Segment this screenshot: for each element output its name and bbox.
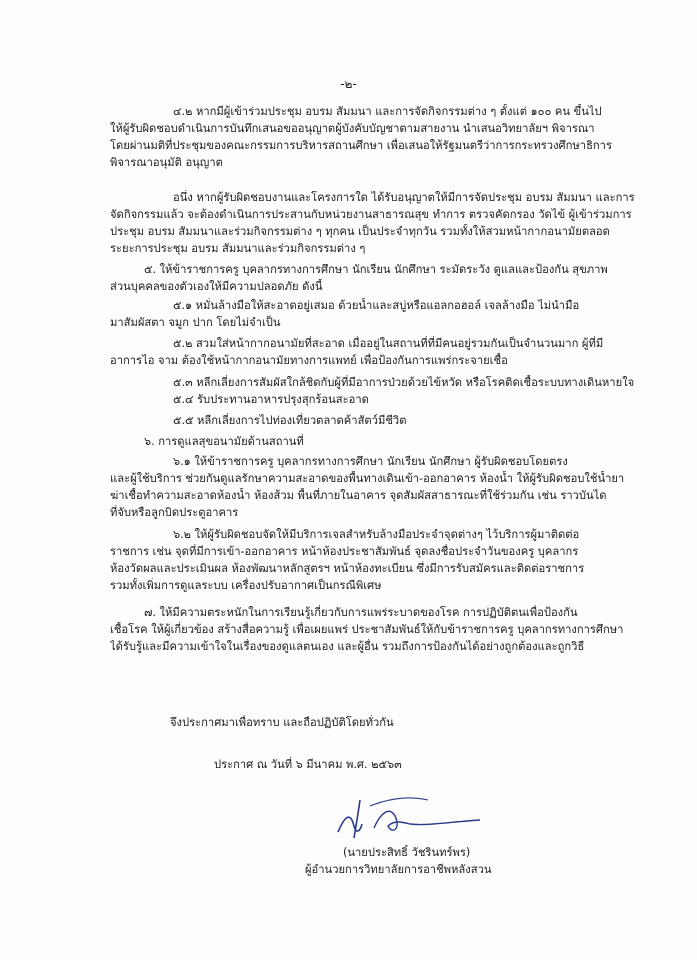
body-line: และผู้ใช้บริการ ช่วยกันดูแลรักษาความสะอาดของพื้นทางเดินเข้า-ออกอาคาร ห้องน้ำ ให้ผู้รับผิดชอบใช้น้ำยา [110, 472, 625, 485]
body-line: มาสัมผัสตา จมูก ปาก โดยไม่จำเป็น [110, 316, 281, 329]
body-line: ระยะการประชุม อบรม สัมมนาและร่วมกิจกรรมต่าง ๆ [110, 242, 366, 255]
body-line: ๔.๒ หากมีผู้เข้าร่วมประชุม อบรม สัมมนา และการจัดกิจกรรมต่าง ๆ ตั้งแต่ ๑๐๐ คน ขึ้นไป [173, 105, 602, 118]
body-line: รวมทั้งเพิ่มการดูแลระบบ เครื่องปรับอากาศเป็นกรณีพิเศษ [110, 579, 382, 592]
signer-name: (นายประสิทธิ์ วัชรินทร์พร) [343, 846, 471, 859]
announcement-date: ประกาศ ณ วันที่ ๖ มีนาคม พ.ศ. ๒๕๖๓ [214, 758, 402, 771]
body-line: ๗. ให้มีความตระหนักในการเรียนรู้เกี่ยวกับการแพร่ระบาดของโรค การปฏิบัติตนเพื่อป้องกัน [144, 606, 578, 619]
body-line: ๖. การดูแลสุขอนามัยด้านสถานที่ [144, 435, 304, 448]
signature [330, 788, 490, 844]
body-line: โดยผ่านมติที่ประชุมของคณะกรรมการบริหารสถานศึกษา เพื่อเสนอให้รัฐมนตรีว่าการกระทรวงศึกษาธิการ [110, 139, 612, 152]
body-line: ๖.๒ ให้ผู้รับผิดชอบจัดให้มีบริการเจลสำหรับล้างมือประจำจุดต่างๆ ไว้บริการผู้มาติดต่อ [173, 528, 580, 541]
body-line: ๕.๒ สวมใส่หน้ากากอนามัยที่สะอาด เมื่ออยู่ในสถานที่ที่มีคนอยู่รวมกันเป็นจำนวนมาก ผู้ที่มี [173, 337, 604, 350]
body-line: ให้ผู้รับผิดชอบดำเนินการบันทึกเสนอขออนุญาตผู้บังคับบัญชาตามสายงาน นำเสนอวิทยาลัยฯ พิจารณา [110, 122, 595, 135]
body-line: ๕.๔ รับประทานอาหารปรุงสุกร้อนสะอาด [173, 393, 369, 406]
body-line: ที่จับหรือลูกบิดประตูอาคาร [110, 506, 239, 519]
body-line: ๕. ให้ข้าราชการครู บุคลากรทางการศึกษา นักเรียน นักศึกษา ระมัดระวัง ดูแลและป้องกัน สุขภาพ [144, 263, 608, 276]
body-line: อาการไอ จาม ต้องใช้หน้ากากอนามัยทางการแพทย์ เพื่อป้องกันการแพร่กระจายเชื้อ [110, 354, 508, 367]
body-line: ห้องวัดผลและประเมินผล ห้องพัฒนาหลักสูตรฯ หน้าห้องทะเบียน ซึ่งมีการรับสมัครและติดต่อราชการ [110, 562, 585, 575]
body-line: ประชุม อบรม สัมมนาและร่วมกิจกรรมต่าง ๆ ทุกคน เป็นประจำทุกวัน รวมทั้งให้สวมหน้ากากอนามัยตลอด [110, 225, 610, 238]
page-number: -๒- [340, 77, 357, 91]
body-line: ฆ่าเชื้อทำความสะอาดห้องน้ำ ห้องส้วม พื้นที่ภายในอาคาร จุดสัมผัสสาธารณะที่ใช้ร่วมกัน เช่น ราวบันได [110, 489, 607, 502]
signer-title: ผู้อำนวยการวิทยาลัยการอาชีพหลังสวน [305, 863, 492, 876]
closing-statement: จึงประกาศมาเพื่อทราบ และถือปฏิบัติโดยทั่วกัน [170, 716, 394, 729]
body-line: ราชการ เช่น จุดที่มีการเข้า-ออกอาคาร หน้าห้องประชาสัมพันธ์ จุดลงชื่อประจำวันของครู บุคลากร [110, 545, 579, 558]
body-line: ได้รับรู้และมีความเข้าใจในเรื่องของดูแลตนเอง และผู้อื่น รวมถึงการป้องกันได้อย่างถูกต้องและถูกวิธี [110, 640, 585, 653]
body-line: ๕.๓ หลีกเลี่ยงการสัมผัสใกล้ชิดกับผู้ที่มีอาการป่วยด้วยไข้หวัด หรือโรคติดเชื้อระบบทางเดินหายใจ [173, 376, 635, 389]
body-line: ส่วนบุคคลของตัวเองให้มีความปลอดภัย ดังนี้ [110, 280, 323, 293]
body-line: อนึ่ง หากผู้รับผิดชอบงานและโครงการใด ได้รับอนุญาตให้มีการจัดประชุม อบรม สัมมนา และการ [173, 191, 635, 204]
body-line: เชื้อโรค ให้ผู้เกี่ยวข้อง สร้างสื่อความรู้ เพื่อเผยแพร่ ประชาสัมพันธ์ให้กับข้าราชการครู บุคลากรทางการศึกษา [110, 623, 624, 636]
body-line: ๕.๕ หลีกเลี่ยงการไปท่องเที่ยวตลาดค้าสัตว์มีชีวิต [173, 414, 407, 427]
body-line: ๕.๑ หมั่นล้างมือให้สะอาดอยู่เสมอ ด้วยน้ำและสบู่หรือแอลกอฮอล์ เจลล้างมือ ไม่นำมือ [173, 299, 580, 312]
body-line: ๖.๑ ให้ข้าราชการครู บุคลากรทางการศึกษา นักเรียน นักศึกษา ผู้รับผิดชอบโดยตรง [173, 455, 568, 468]
body-line: จัดกิจกรรมแล้ว จะต้องดำเนินการประสานกับหน่วยงานสาธารณสุข ทำการ ตรวจคัดกรอง วัดไข้ ผู้เข้าร่วมการ [110, 208, 632, 221]
body-line: พิจารณาอนุมัติ อนุญาต [110, 156, 223, 169]
